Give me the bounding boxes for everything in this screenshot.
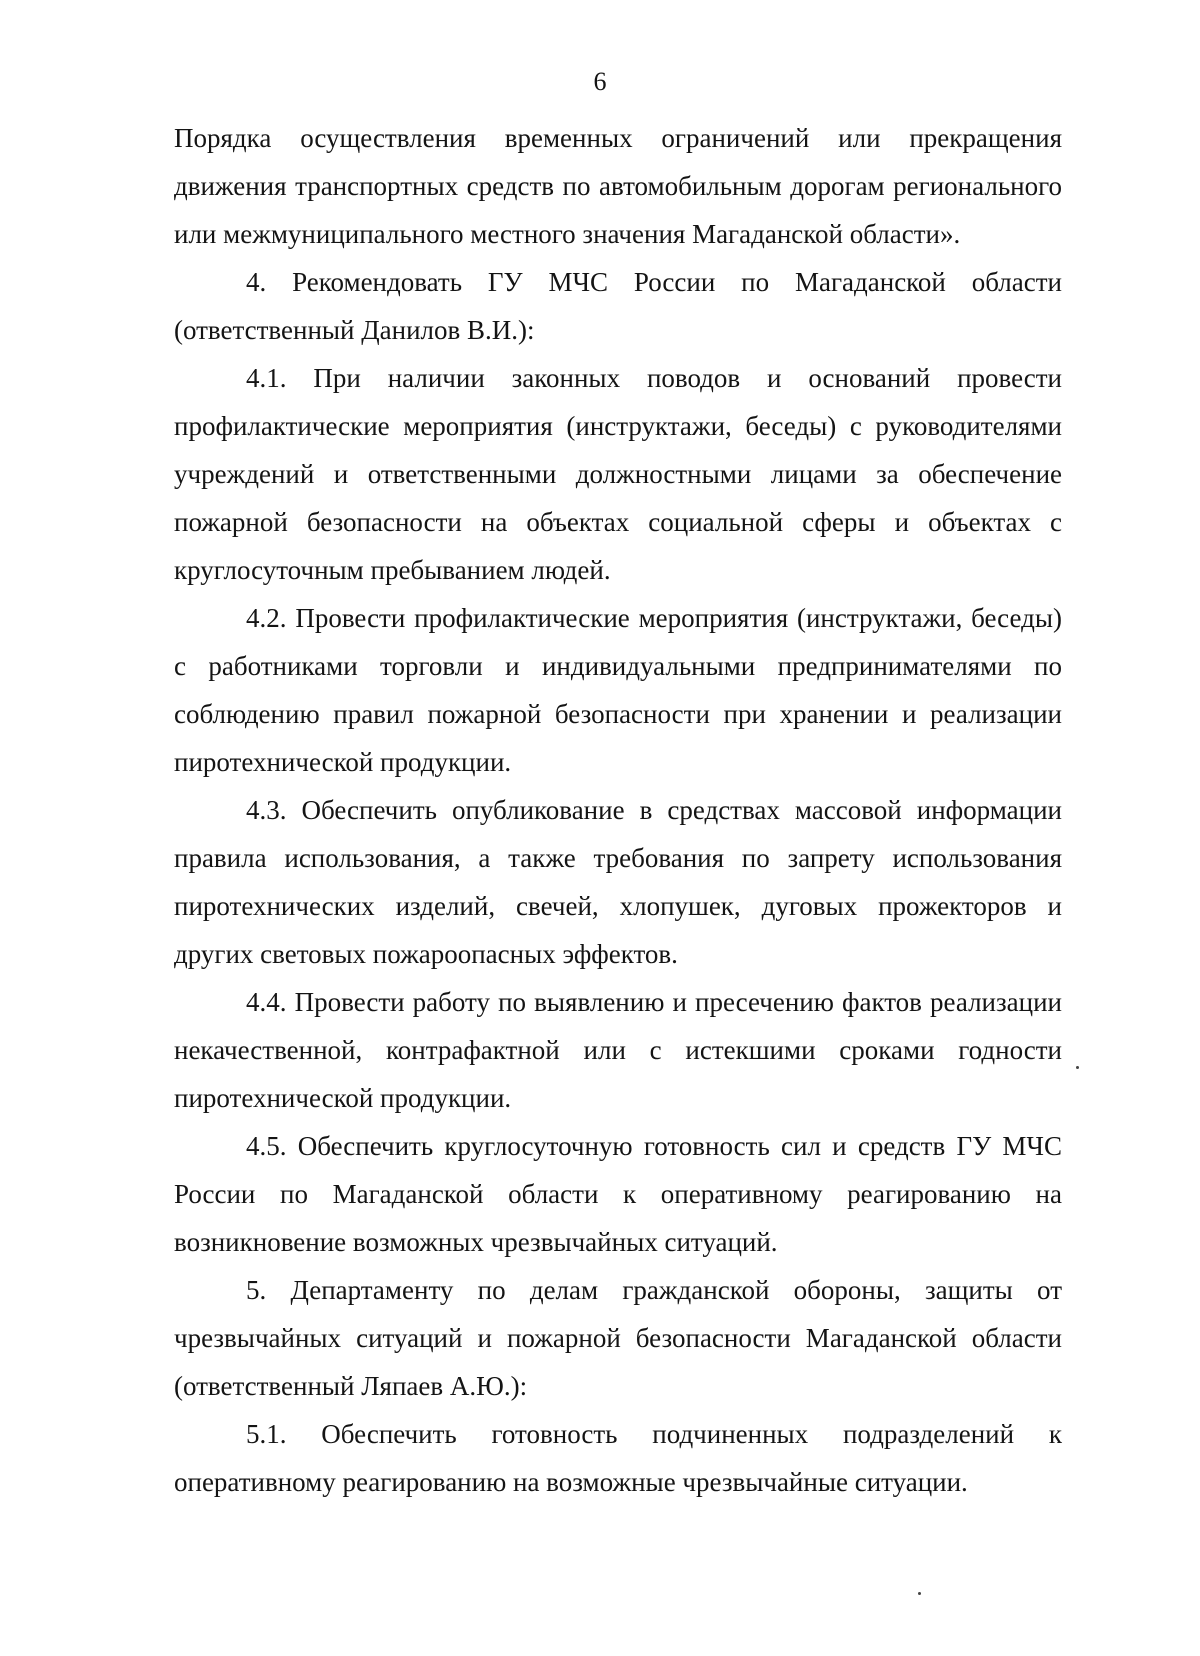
page-number: 6 (593, 67, 607, 96)
paragraph-item-4-4: 4.4. Провести работу по выявлению и пресечению фактов реализации некачественной, контрафактной или с истекшими сроками годности пиротехнической продукции. (174, 987, 1062, 1113)
scan-speck (1076, 1066, 1079, 1069)
paragraph-continuation: Порядка осуществления временных ограничений или прекращения движения транспортных средств по автомобильным дорогам регионального или межмуниципального местного значения Магаданской области». (174, 123, 1062, 249)
paragraph-item-4: 4. Рекомендовать ГУ МЧС России по Магаданской области (ответственный Данилов В.И.): (174, 267, 1062, 345)
paragraph-item-4-3: 4.3. Обеспечить опубликование в средствах массовой информации правила использования, а также требования по запрету использования пиротехнических изделий, свечей, хлопушек, дуговых прожекторов и других световых пожароопасных эффектов. (174, 795, 1062, 969)
paragraph-item-4-1: 4.1. При наличии законных поводов и оснований провести профилактические мероприятия (инструктажи, беседы) с руководителями учреждений и ответственными должностными лицами за обеспечение пожарной безопасности на объектах социальной сферы и объектах с круглосуточным пребыванием людей. (174, 363, 1062, 585)
paragraph-item-4-2: 4.2. Провести профилактические мероприятия (инструктажи, беседы) с работниками торговли и индивидуальными предпринимателями по соблюдению правил пожарной безопасности при хранении и реализации пиротехнической продукции. (174, 603, 1062, 777)
paragraph-item-4-5: 4.5. Обеспечить круглосуточную готовность сил и средств ГУ МЧС России по Магаданской области к оперативному реагированию на возникновение возможных чрезвычайных ситуаций. (174, 1131, 1062, 1257)
scan-speck (918, 1592, 921, 1595)
document-body (174, 114, 1062, 1506)
paragraph-item-5-1: 5.1. Обеспечить готовность подчиненных подразделений к оперативному реагированию на возможные чрезвычайные ситуации. (174, 1419, 1062, 1497)
paragraph-item-5: 5. Департаменту по делам гражданской обороны, защиты от чрезвычайных ситуаций и пожарной безопасности Магаданской области (ответственный Ляпаев А.Ю.): (174, 1275, 1062, 1401)
